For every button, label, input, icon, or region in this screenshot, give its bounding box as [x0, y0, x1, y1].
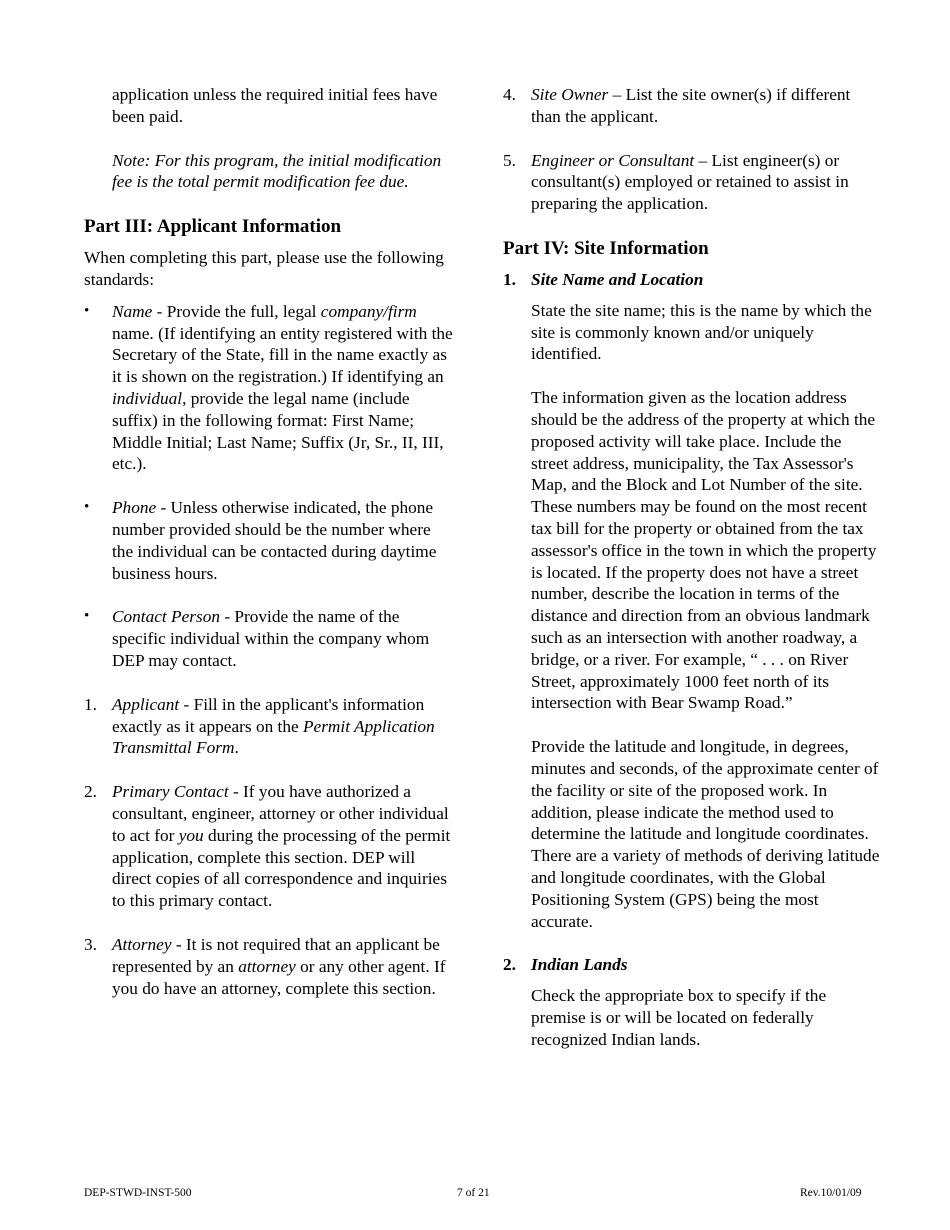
footer-revision: Rev.10/01/09 [800, 1187, 862, 1199]
bullet-contact-person: • Contact Person - Provide the name of the specific individual within the company whom DEP may contact. [84, 607, 430, 670]
lat-long-paragraph: Provide the latitude and longitude, in degrees, minutes and seconds, of the approximate center of the facility or site of the proposed work. In addition, please indicate the method used to determine the latitude and longitude coordinates. There are a variety of methods of deriving latitude and longitude coordinates, with the Global Positioning System (GPS) being the most accurate. [531, 737, 880, 931]
item-number: 5. [503, 150, 516, 170]
bullet-name: • Name - Provide the full, legal company/firm name. (If identifying an entity registered with the Secretary of the State, fill in the name exactly as it is shown on the registration.) If identifying an individual, provide the legal name (include suffix) in the following format: First Name; Middle Initial; Last Name; Suffix (Jr, Sr., II, III, etc.). [84, 301, 453, 474]
indian-lands-heading: 2. Indian Lands [503, 955, 628, 975]
site-name-location-heading: 1. Site Name and Location [503, 269, 704, 289]
item-applicant: 1. Applicant - Fill in the applicant's information exactly as it appears on the Permit Application Transmittal Form. [84, 694, 435, 758]
part3-heading: Part III: Applicant Information [84, 216, 342, 238]
bullet-marker: • [84, 608, 90, 625]
item-number: 2. [84, 782, 97, 802]
item-number: 4. [503, 85, 516, 104]
item-attorney: 3. Attorney - It is not required that an applicant be represented by an attorney or any other agent. If you do have an attorney, complete this section. [84, 934, 446, 998]
part4-heading: Part IV: Site Information [503, 237, 709, 259]
footer-page-number: 7 of 21 [457, 1187, 490, 1199]
bullet-marker: • [84, 302, 90, 319]
indian-lands-paragraph: Check the appropriate box to specify if the premise is or will be located on federally recognized Indian lands. [531, 986, 827, 1049]
right-column [503, 84, 883, 1050]
part3-intro: When completing this part, please use the following standards: [84, 248, 444, 289]
fee-note: Note: For this program, the initial modification fee is the total permit modification fee due. [112, 150, 442, 192]
item-number: 3. [84, 934, 97, 954]
item-site-owner: 4. Site Owner – List the site owner(s) if different than the applicant. [503, 85, 851, 126]
bullet-phone: • Phone - Unless otherwise indicated, the phone number provided should be the number where the individual can be contacted during daytime business hours. [84, 498, 437, 583]
item-engineer-consultant: 5. Engineer or Consultant – List engineer(s) or consultant(s) employed or retained to assist in preparing the application. [503, 150, 849, 214]
location-address-paragraph: The information given as the location address should be the address of the property at which the proposed activity will take place. Include the street address, municipality, the Tax Assessor's Map, and the Block and Lot Number of the site. These numbers may be found on the most recent tax bill for the property or obtained from the tax assessor's office in the town in which the property is located. If the property does not have a street number, describe the location in terms of the distance and direction from an obvious landmark such as an intersection with another roadway, a bridge, or a river. For example, “ . . . on River Street, approximately 1000 feet north of its intersection with Bear Swamp Road.” [531, 388, 877, 713]
footer-doc-id: DEP-STWD-INST-500 [84, 1187, 192, 1199]
bullet-marker: • [84, 499, 90, 516]
continued-text: application unless the required initial fees have been paid. [112, 85, 438, 126]
item-primary-contact: 2. Primary Contact - If you have authorized a consultant, engineer, attorney or other individual to act for you during the processing of the permit application, complete this section. DEP will direct copies of all correspondence and inquiries to this primary contact. [84, 782, 451, 911]
left-column [84, 84, 454, 999]
site-name-paragraph: State the site name; this is the name by which the site is commonly known and/or uniquely identified. [531, 300, 872, 364]
item-number: 1. [84, 694, 97, 714]
